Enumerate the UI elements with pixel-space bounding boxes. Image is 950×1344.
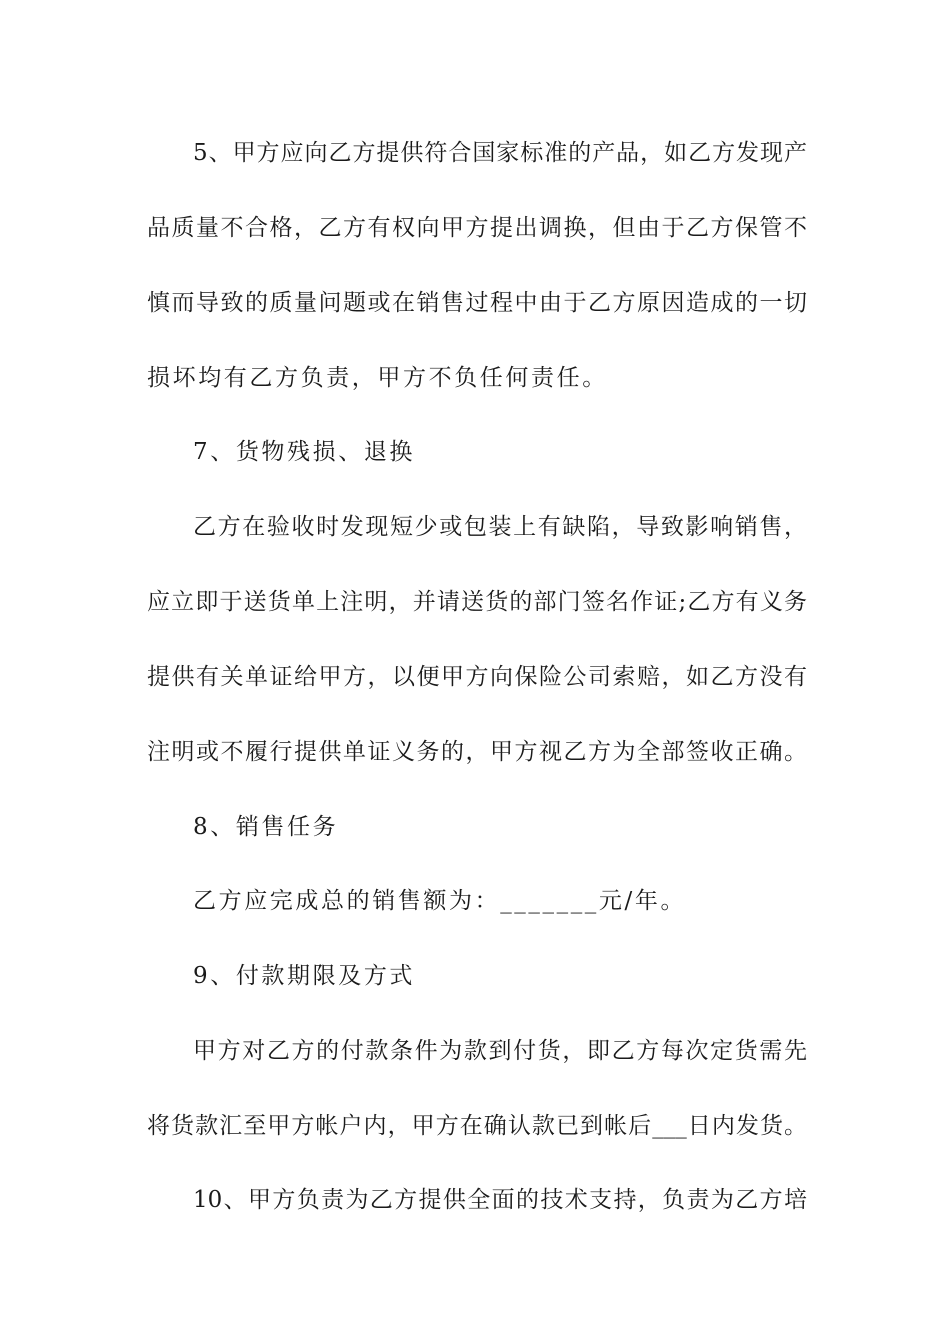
clause-7-line-4: 注明或不履行提供单证义务的，甲方视乙方为全部签收正确。 bbox=[147, 739, 807, 765]
clause-5-line-4: 损坏均有乙方负责，甲方不负任何责任。 bbox=[147, 365, 608, 391]
clause-10-line-1: 10、甲方负责为乙方提供全面的技术支持，负责为乙方培 bbox=[193, 1187, 807, 1213]
clause-5-line-1: 5、甲方应向乙方提供符合国家标准的产品，如乙方发现产 bbox=[193, 140, 807, 166]
clause-5-line-3: 慎而导致的质量问题或在销售过程中由于乙方原因造成的一切 bbox=[147, 290, 807, 316]
heading-8: 8、销售任务 bbox=[193, 814, 339, 840]
clause-7-line-1: 乙方在验收时发现短少或包装上有缺陷，导致影响销售， bbox=[193, 514, 807, 540]
heading-9: 9、付款期限及方式 bbox=[193, 963, 416, 989]
clause-9-line-1: 甲方对乙方的付款条件为款到付货，即乙方每次定货需先 bbox=[193, 1038, 807, 1064]
clause-9-line-2: 将货款汇至甲方帐户内，甲方在确认款已到帐后___日内发货。 bbox=[147, 1113, 807, 1139]
clause-8-line-1: 乙方应完成总的销售额为：_______元/年。 bbox=[193, 888, 687, 914]
clause-7-line-2: 应立即于送货单上注明，并请送货的部门签名作证;乙方有义务 bbox=[147, 589, 807, 615]
heading-7: 7、货物残损、退换 bbox=[193, 439, 416, 465]
clause-7-line-3: 提供有关单证给甲方，以便甲方向保险公司索赔，如乙方没有 bbox=[147, 664, 807, 690]
clause-5-line-2: 品质量不合格，乙方有权向甲方提出调换，但由于乙方保管不 bbox=[147, 215, 807, 241]
